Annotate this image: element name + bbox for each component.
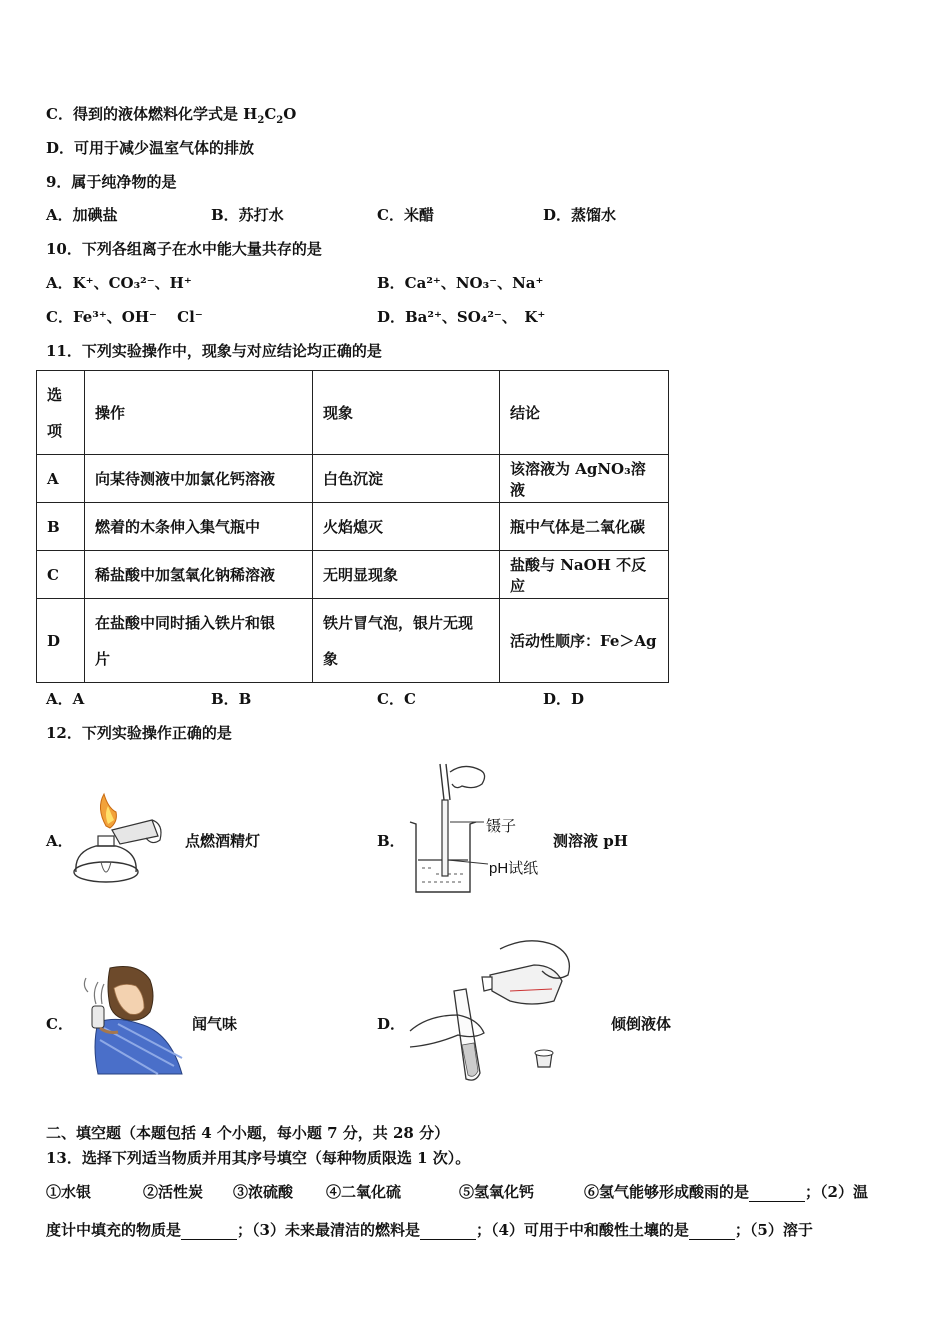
answer-blank[interactable] [689, 1225, 735, 1240]
q13-item-3: ③浓硫酸 [233, 1183, 294, 1201]
cell-conclusion: 活动性顺序：Fe＞Ag [500, 599, 669, 683]
table-row [37, 455, 669, 503]
smell-figure [78, 962, 190, 1080]
q9-option-b: B．苏打水 [211, 206, 284, 224]
q11-answer-a: A．A [46, 690, 85, 708]
q10-option-b: B．Ca²⁺、NO₃⁻、Na⁺ [377, 274, 544, 292]
q12-c-label: 闻气味 [192, 1015, 238, 1033]
q8-option-d: D．可用于减少温室气体的排放 [46, 139, 255, 157]
table-row [37, 503, 669, 551]
q12-b-label: 测溶液 pH [553, 832, 628, 850]
answer-blank[interactable] [749, 1187, 805, 1202]
table-row [37, 551, 669, 599]
q11-answer-c: C．C [377, 690, 416, 708]
q9-option-c: C．米醋 [377, 206, 434, 224]
q8-option-c: C．得到的液体燃料化学式是 $H_2C_2O$ [46, 105, 297, 126]
q11-table [36, 370, 669, 683]
header-phenomenon: 现象 [313, 371, 500, 455]
q12-a-label: 点燃酒精灯 [185, 832, 261, 850]
cell-conclusion: 瓶中气体是二氧化碳 [500, 503, 669, 551]
q13-stem: 13．选择下列适当物质并用其序号填空（每种物质限选 1 次）。 [46, 1149, 471, 1167]
cell-option: C [37, 551, 85, 599]
header-conclusion: 结论 [500, 371, 669, 455]
q11-stem: 11．下列实验操作中，现象与对应结论均正确的是 [46, 342, 382, 360]
q11-answer-b: B．B [211, 690, 252, 708]
cell-operation: 燃着的木条伸入集气瓶中 [85, 503, 313, 551]
cell-phenomenon: 无明显现象 [313, 551, 500, 599]
q9-option-d: D．蒸馏水 [543, 206, 617, 224]
q13-line-2: 度计中填充的物质是 ；（3）未来最清洁的燃料是 ；（4）可用于中和酸性土壤的是 ；（5）溶于 [46, 1221, 813, 1239]
cell-option: B [37, 503, 85, 551]
q13-item-6: ⑥氢气能够形成酸雨的是 ；（2）温 [584, 1183, 868, 1201]
cell-operation: 稀盐酸中加氢氧化钠稀溶液 [85, 551, 313, 599]
cell-option: D [37, 599, 85, 683]
q12-stem: 12．下列实验操作正确的是 [46, 724, 232, 742]
cell-conclusion: 盐酸与 NaOH 不反应 [500, 551, 669, 599]
q10-option-a: A．K⁺、CO₃²⁻、H⁺ [46, 274, 192, 292]
q13-item-4: ④二氧化硫 [326, 1183, 402, 1201]
q10-option-d: D．Ba²⁺、SO₄²⁻、 K⁺ [377, 308, 546, 326]
header-option: 选 项 [37, 371, 85, 455]
ph-paper-tag: pH试纸 [489, 860, 539, 877]
q12-d-letter: D． [377, 1015, 406, 1033]
q13-item-2: ②活性炭 [143, 1183, 204, 1201]
q12-a-letter: A． [46, 832, 73, 850]
q9-option-a: A．加碘盐 [46, 206, 118, 224]
pour-liquid-figure [404, 935, 586, 1085]
cell-conclusion: 该溶液为 AgNO₃溶液 [500, 455, 669, 503]
cell-option: A [37, 455, 85, 503]
header-operation: 操作 [85, 371, 313, 455]
q10-stem: 10．下列各组离子在水中能大量共存的是 [46, 240, 322, 258]
answer-blank[interactable] [420, 1225, 476, 1240]
cell-operation: 在盐酸中同时插入铁片和银 片 [85, 599, 313, 683]
q13-item-5: ⑤氢氧化钙 [459, 1183, 535, 1201]
q12-c-letter: C． [46, 1015, 73, 1033]
tweezers-tag: 镊子 [486, 817, 517, 835]
cell-phenomenon: 铁片冒气泡，银片无现 象 [313, 599, 500, 683]
q12-d-label: 倾倒液体 [611, 1015, 672, 1033]
section-title: 二、填空题（本题包括 4 个小题，每小题 7 分，共 28 分） [46, 1124, 450, 1142]
answer-blank[interactable] [181, 1225, 237, 1240]
cell-phenomenon: 白色沉淀 [313, 455, 500, 503]
q9-stem: 9．属于纯净物的是 [46, 173, 177, 191]
table-header-row [37, 371, 669, 455]
q12-b-letter: B． [377, 832, 405, 850]
cell-phenomenon: 火焰熄灭 [313, 503, 500, 551]
q13-item-1: ①水银 [46, 1183, 92, 1201]
q11-answer-d: D．D [543, 690, 585, 708]
cell-operation: 向某待测液中加氯化钙溶液 [85, 455, 313, 503]
table-row [37, 599, 669, 683]
q10-option-c: C．Fe³⁺、OH⁻ Cl⁻ [46, 308, 203, 326]
alcohol-lamp-figure [66, 790, 170, 896]
